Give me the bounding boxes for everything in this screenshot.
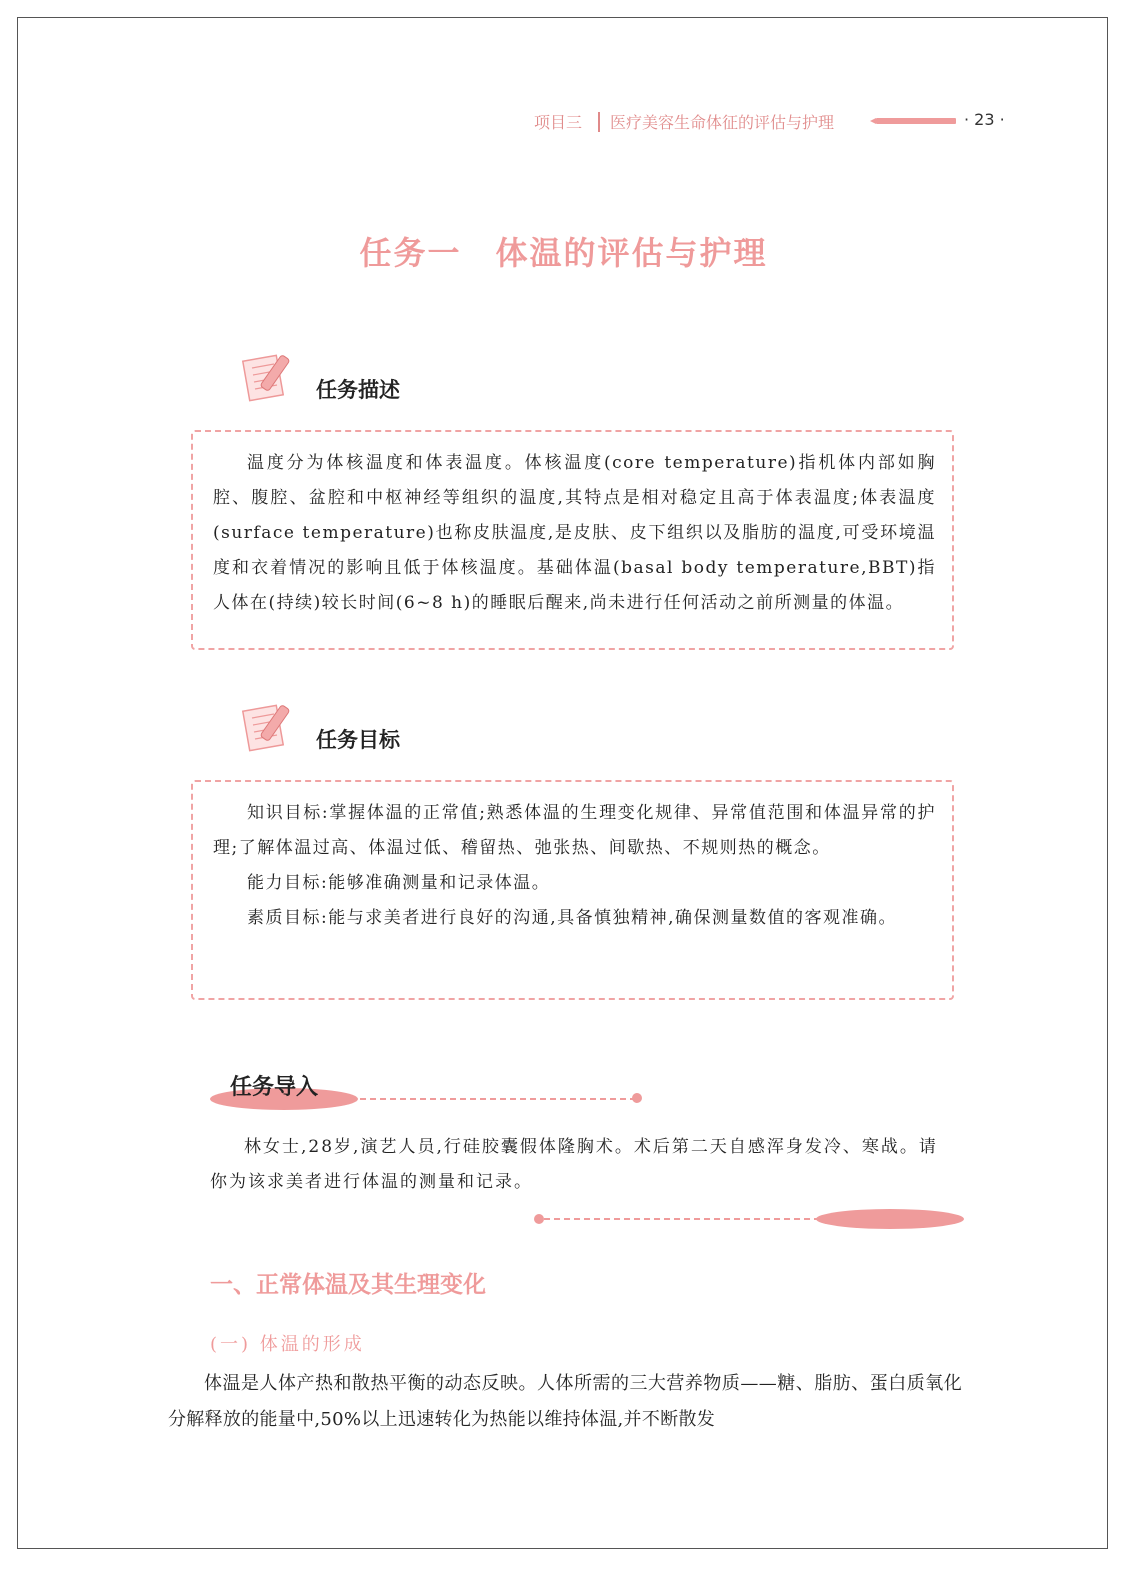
quality-objective: 素质目标:能与求美者进行良好的沟通,具备慎独精神,确保测量数值的客观准确。 [247, 908, 898, 928]
task-import-heading [210, 1066, 650, 1116]
task-import-text: 林女士,28岁,演艺人员,行硅胶囊假体隆胸术。术后第二天自感浑身发冷、寒战。请你为该求美者进行体温的测量和记录。 [210, 1137, 938, 1192]
running-head-chapter: 项目三 [534, 113, 583, 132]
notebook-pen-icon [240, 700, 302, 754]
subsection-heading: (一) 体温的形成 [210, 1334, 365, 1355]
page-number: · 23 · [964, 110, 1005, 129]
section-heading: 一、正常体温及其生理变化 [210, 1271, 486, 1298]
knowledge-objective: 知识目标:掌握体温的正常值;熟悉体温的生理变化规律、异常值范围和体温异常的护理;了解体温过高、体温过低、稽留热、弛张热、间歇热、不规则热的概念。 [213, 803, 936, 858]
ability-objective: 能力目标:能够准确测量和记录体温。 [247, 873, 551, 893]
rule-dot [534, 1214, 544, 1224]
running-head-divider [598, 112, 600, 132]
task-description-label: 任务描述 [316, 378, 400, 402]
task-objectives-box [191, 780, 954, 1000]
running-head-title: 医疗美容生命体征的评估与护理 [610, 113, 835, 132]
body-text [168, 1366, 962, 1438]
task-import-end-rule [534, 1208, 964, 1232]
task-description-text: 温度分为体核温度和体表温度。体核温度(core temperature)指机体内部如胸腔、腹腔、盆腔和中枢神经等组织的温度,其特点是相对稳定且高于体表温度;体表温度(surface temperature)也称皮肤温度,是皮肤、皮下组织以及脂肪的温度,可受环境温度和衣着情况的影响且低于体核温度。基础体温(basal body temperature,BBT)指人体在(持续)较长时间(6~8 h)的睡眠后醒来,尚未进行任何活动之前所测量的体温。 [213, 453, 936, 613]
rule-dot [632, 1093, 642, 1103]
task-title: 任务一 体温的评估与护理 [359, 234, 768, 272]
dashed-rule [360, 1098, 636, 1100]
running-head-bar [876, 118, 956, 124]
body-paragraph: 体温是人体产热和散热平衡的动态反映。人体所需的三大营养物质——糖、脂肪、蛋白质氧化分解释放的能量中,50%以上迅速转化为热能以维持体温,并不断散发 [168, 1373, 962, 1430]
running-head [520, 110, 1040, 134]
dashed-rule [544, 1218, 820, 1220]
end-blob [816, 1209, 964, 1229]
task-objectives-label: 任务目标 [316, 728, 400, 752]
task-import-label: 任务导入 [230, 1075, 319, 1100]
task-description-box [191, 430, 954, 650]
notebook-pen-icon [240, 350, 302, 404]
task-import-body [210, 1130, 950, 1200]
